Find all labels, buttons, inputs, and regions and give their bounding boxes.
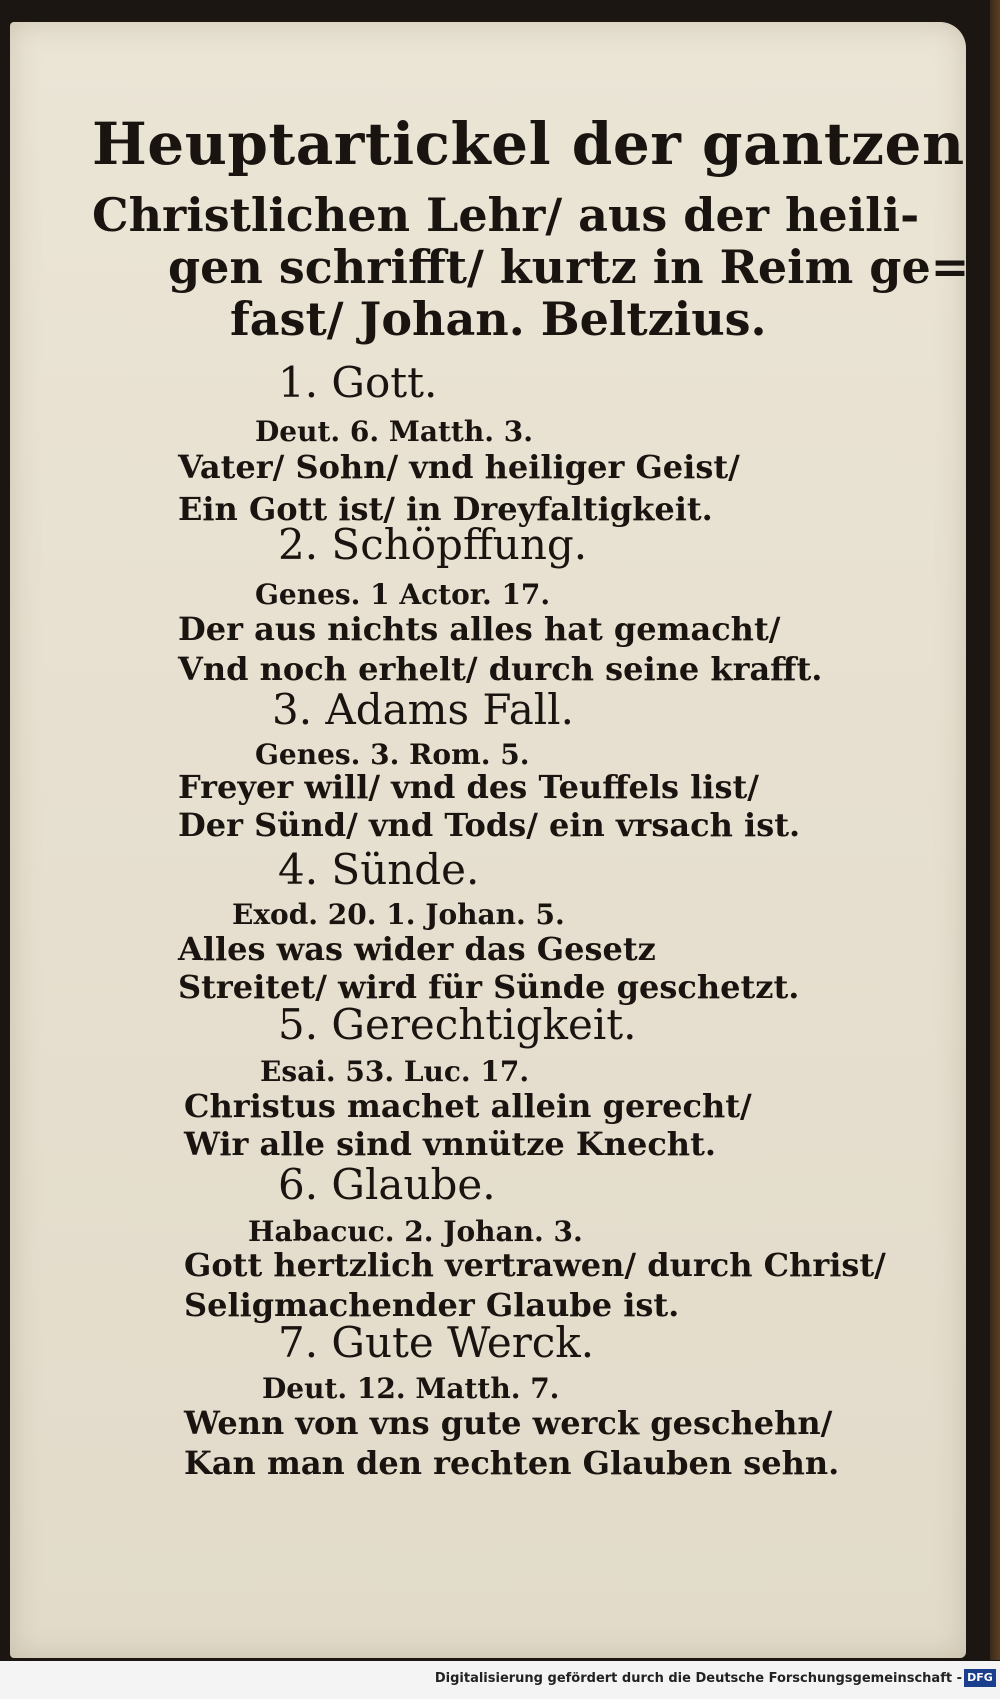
title-line-2: Christlichen Lehr/ aus der heili-: [92, 188, 920, 242]
section-refs: Habacuc. 2. Johan. 3.: [248, 1215, 583, 1248]
verse-line: Freyer will/ vnd des Teuffels list/: [178, 768, 759, 806]
footer-credit: Digitalisierung gefördert durch die Deutsche Forschungsgemeinschaft -: [434, 1671, 962, 1686]
title-line-3: gen schrifft/ kurtz in Reim ge=: [168, 240, 970, 294]
section-refs: Esai. 53. Luc. 17.: [260, 1055, 530, 1088]
verse-line: Der aus nichts alles hat gemacht/: [178, 610, 781, 648]
section-refs: Exod. 20. 1. Johan. 5.: [232, 898, 565, 931]
verse-line: Vnd noch erhelt/ durch seine krafft.: [178, 650, 823, 688]
verse-line: Streitet/ wird für Sünde geschetzt.: [178, 968, 800, 1006]
section-heading: 4. Sünde.: [278, 845, 480, 894]
section-refs: Genes. 3. Rom. 5.: [255, 738, 530, 771]
section-refs: Deut. 12. Matth. 7.: [262, 1372, 560, 1405]
verse-line: Gott hertzlich vertrawen/ durch Christ/: [184, 1246, 886, 1284]
title-line-1: Heuptartickel der gantzen: [92, 110, 965, 178]
verse-line: Wir alle sind vnnütze Knecht.: [184, 1125, 716, 1163]
section-heading: 1. Gott.: [278, 358, 438, 407]
section-refs: Genes. 1 Actor. 17.: [255, 578, 551, 611]
verse-line: Vater/ Sohn/ vnd heiliger Geist/: [178, 448, 740, 486]
section-heading: 3. Adams Fall.: [272, 685, 574, 734]
verse-line: Ein Gott ist/ in Dreyfaltigkeit.: [178, 490, 713, 528]
section-refs: Deut. 6. Matth. 3.: [255, 415, 533, 448]
dfg-logo: DFG: [964, 1669, 996, 1687]
verse-line: Wenn von vns gute werck geschehn/: [184, 1404, 833, 1442]
section-heading: 5. Gerechtigkeit.: [278, 1000, 637, 1049]
section-heading: 6. Glaube.: [278, 1160, 496, 1209]
section-heading: 7. Gute Werck.: [278, 1318, 595, 1367]
verse-line: Alles was wider das Gesetz: [178, 930, 656, 968]
verse-line: Kan man den rechten Glauben sehn.: [184, 1444, 840, 1482]
section-heading: 2. Schöpffung.: [278, 520, 588, 569]
verse-line: Seligmachender Glaube ist.: [184, 1286, 680, 1324]
footer-bar: [0, 1661, 1000, 1699]
verse-line: Christus machet allein gerecht/: [184, 1087, 752, 1125]
verse-line: Der Sünd/ vnd Tods/ ein vrsach ist.: [178, 806, 801, 844]
title-line-4: fast/ Johan. Beltzius.: [230, 292, 767, 346]
